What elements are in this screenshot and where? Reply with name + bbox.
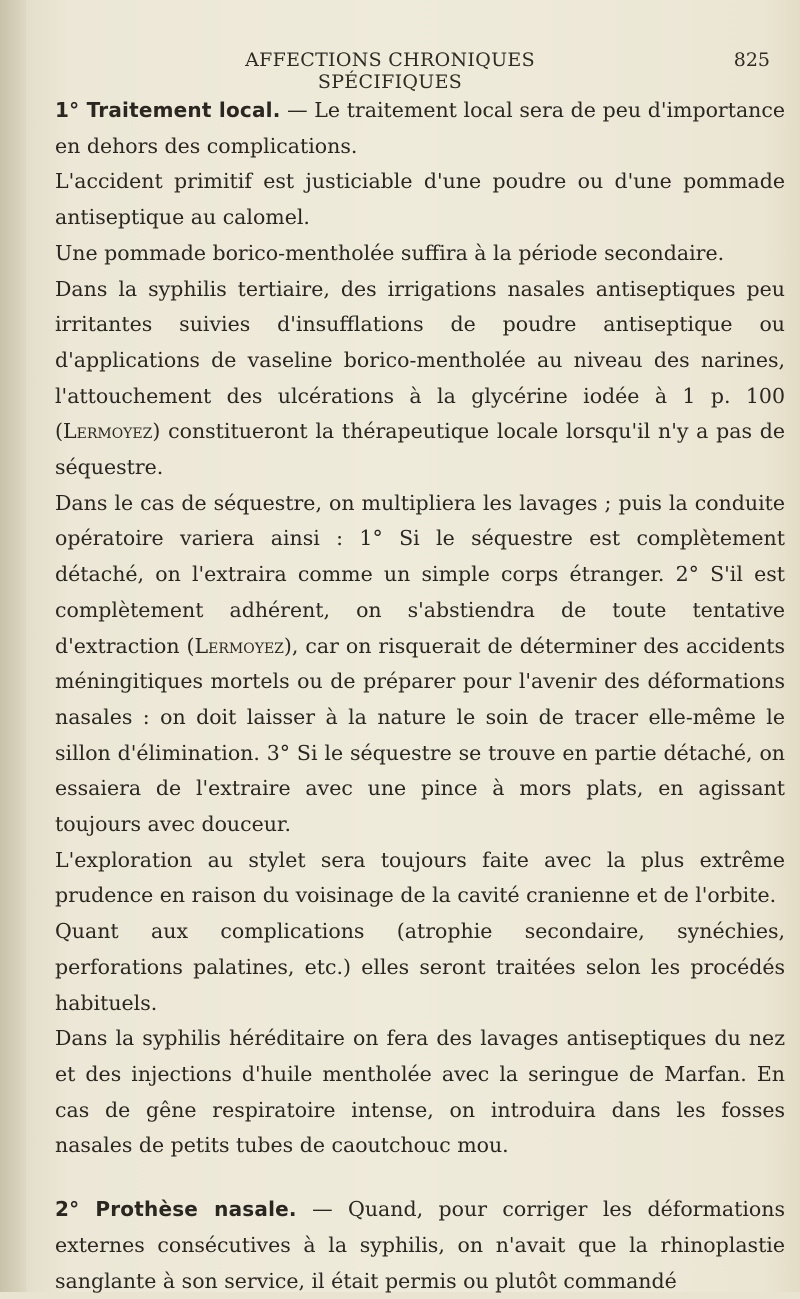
paragraph-accident: L'accident primitif est justiciable d'une poudre ou d'une pommade antiseptique au calomel. [55, 169, 785, 230]
author-citation: Lermoyez [63, 419, 153, 444]
tertiaire-text-b: ) constitueront la thérapeutique locale lorsqu'il n'y a pas de séquestre. [55, 419, 785, 480]
sequestre-text-a: Dans le cas de séquestre, on multipliera les lavages ; puis la conduite opératoire variera ainsi : 1° Si le séquestre est complètement détaché, on l'extraira comme un simple corps étranger. 2° S'il est complètement adhérent, on s'abstiendra de toute tentative d'extraction ( [55, 490, 785, 658]
section-spacer [55, 1164, 785, 1192]
sequestre-text-b: ), car on risquerait de déterminer des accidents méningitiques mortels ou de préparer pour l'avenir des déformations nasales : on doit laisser à la nature le soin de tracer elle-même le sillon d'élimination. 3° Si le séquestre se trouve en partie détaché, on essaiera de l'extraire avec une pince à mors plats, en agissant toujours avec douceur. [55, 633, 785, 837]
section-1-paragraph [55, 93, 785, 164]
paragraph-exploration: L'exploration au stylet sera toujours faite avec la plus extrême prudence en raison du voisinage de la cavité cranienne et de l'orbite. [55, 847, 785, 908]
page-number: 825 [733, 49, 770, 71]
section-1-intro: — Le traitement local sera de peu d'importance en dehors des complications. [55, 98, 785, 158]
binding-gutter [0, 0, 26, 1292]
paragraph-sequestre [55, 486, 785, 843]
paragraph-complications: Quant aux complications (atrophie secondaire, synéchies, perforations palatines, etc.) elles seront traitées selon les procédés habituels. [55, 919, 785, 1015]
running-header [0, 49, 800, 93]
tertiaire-text-a: Dans la syphilis tertiaire, des irrigations nasales antiseptiques peu irritantes suivies d'insufflations de poudre antiseptique ou d'applications de vaseline borico-mentholée au niveau des narines, l'attouchement des ulcérations à la glycérine iodée à 1 p. 100 ( [55, 276, 785, 444]
paragraph-tertiaire [55, 272, 785, 486]
section-2-heading: 2° Prothèse nasale. [55, 1197, 297, 1222]
running-title: AFFECTIONS CHRONIQUES SPÉCIFIQUES [245, 49, 535, 93]
author-citation: Lermoyez [194, 633, 284, 658]
paragraph-hereditaire: Dans la syphilis héréditaire on fera des lavages antiseptiques du nez et des injections d'huile mentholée avec la seringue de Marfan. En cas de gêne respiratoire intense, on introduira dans les fosses nasales de petits tubes de caoutchouc mou. [55, 1026, 785, 1158]
paragraph-pommade: Une pommade borico-mentholée suffira à la période secondaire. [55, 240, 725, 265]
body-text [55, 93, 785, 1299]
section-1-heading: 1° Traitement local. [55, 98, 281, 122]
section-2-paragraph [55, 1192, 785, 1299]
section-2-text: — Quand, pour corriger les déformations externes consécutives à la syphilis, on n'avait que la rhinoplastie sanglante à son service, il était permis ou plutôt commandé [55, 1197, 786, 1293]
